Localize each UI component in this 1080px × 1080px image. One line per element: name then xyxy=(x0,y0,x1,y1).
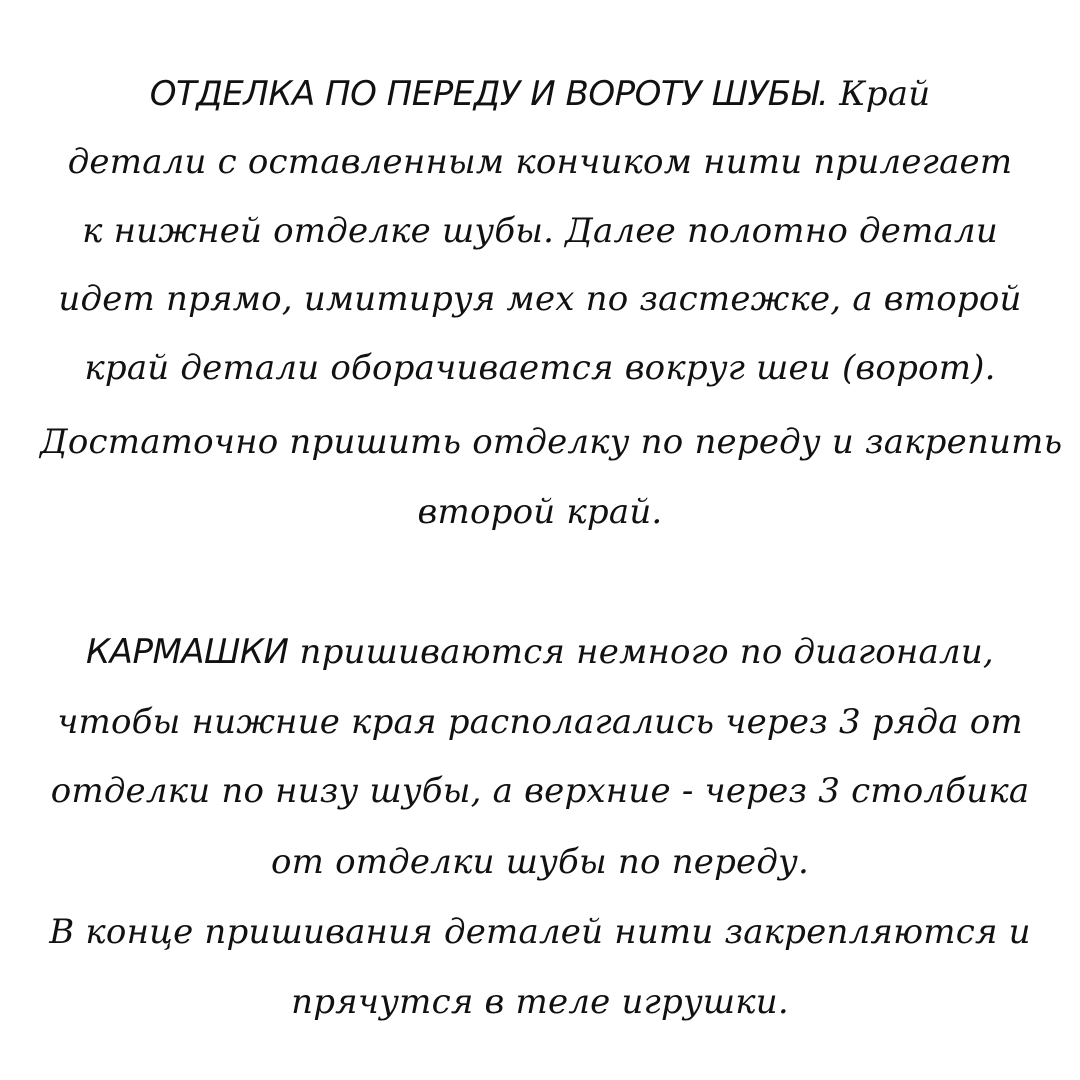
section1-line2: детали с оставленным кончиком нити прилегает xyxy=(67,142,1013,182)
section2-line4: от отделки шубы по переду. xyxy=(270,842,810,882)
section1-line1 xyxy=(40,72,1040,116)
section1-line6: Достаточно пришить отделку по переду и закрепить xyxy=(40,422,1063,462)
section1-line3: к нижней отделке шубы. Далее полотно детали xyxy=(82,211,998,251)
section2-line6: прячутся в теле игрушки. xyxy=(291,982,789,1022)
section1-line5: край детали оборачивается вокруг шеи (ворот). xyxy=(84,348,996,388)
section2-heading: КАРМАШКИ xyxy=(86,632,289,672)
section1-line1-rest: Край xyxy=(828,74,931,114)
section2-line1-rest: пришиваются немного по диагонали, xyxy=(288,632,994,672)
section1-line4: идет прямо, имитируя мех по застежке, а второй xyxy=(58,279,1022,319)
section2-line1 xyxy=(40,630,1040,674)
section1-heading: ОТДЕЛКА ПО ПЕРЕДУ И ВОРОТУ ШУБЫ. xyxy=(149,74,829,114)
section2-line2: чтобы нижние края располагались через 3 ряда от xyxy=(57,702,1023,742)
section2-line5: В конце пришивания деталей нити закрепляются и xyxy=(49,912,1031,952)
section2-line3: отделки по низу шубы, а верхние - через 3 столбика xyxy=(50,771,1030,811)
section1-line7: второй край. xyxy=(417,492,663,532)
